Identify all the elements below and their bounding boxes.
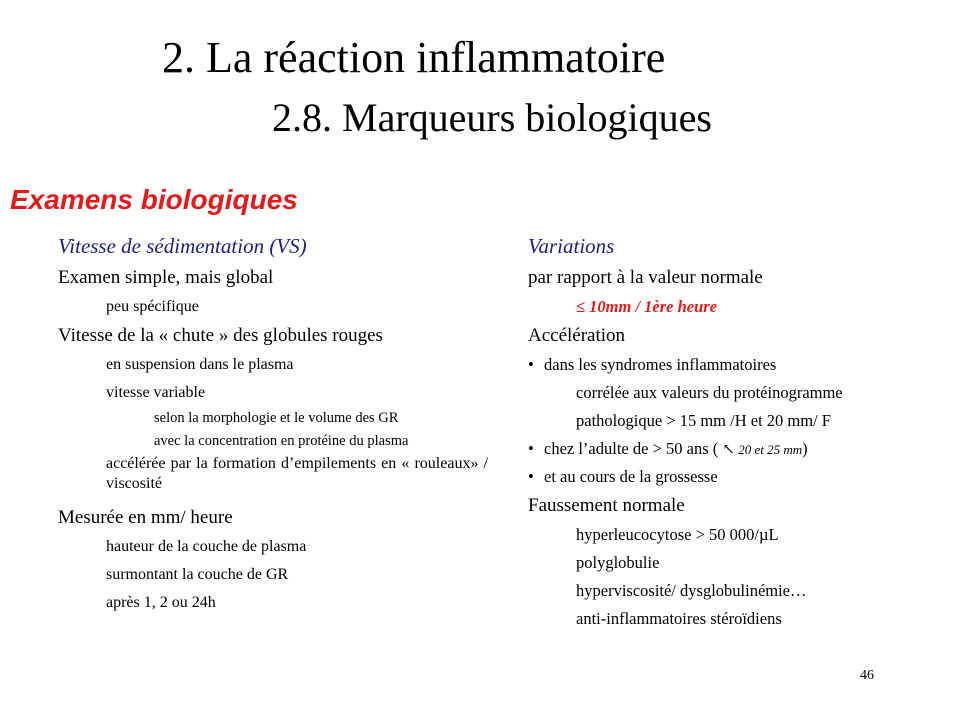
text-line: vitesse variable (106, 384, 206, 401)
text-line: par rapport à la valeur normale (528, 267, 763, 288)
slide-title: 2. La réaction inflammatoire (162, 33, 666, 82)
text-line: Faussement normale (528, 495, 685, 516)
bullet-dot: • (528, 439, 534, 458)
right-column (528, 232, 948, 634)
normal-value: ≤ 10mm / 1ère heure (576, 297, 718, 316)
text-line: Examen simple, mais global (58, 267, 274, 288)
bullet-text: dans les syndromes inflammatoires (544, 355, 777, 374)
arrow-up-left-icon: ↖ (722, 442, 735, 458)
closing-parenthesis: ) (802, 439, 808, 458)
text-line: selon la morphologie et le volume des GR (154, 410, 399, 426)
right-column-heading: Variations (528, 234, 615, 258)
text-line: en suspension dans le plasma (106, 356, 294, 373)
text-line: hyperviscosité/ dysglobulinémie… (576, 581, 807, 600)
text-line: anti-inflammatoires stéroïdiens (576, 609, 782, 628)
text-line: accélérée par la formation d’empilements en « rouleaux» / viscosité (106, 455, 488, 492)
text-line: Mesurée en mm/ heure (58, 507, 233, 528)
text-line: Accélération (528, 325, 626, 346)
bullet-item (528, 464, 948, 492)
bullet-item (528, 436, 948, 464)
text-line: après 1, 2 ou 24h (106, 594, 216, 611)
bullet-dot: • (528, 467, 534, 486)
text-line: polyglobulie (576, 553, 660, 572)
text-line: hyperleucocytose > 50 000/µL (576, 525, 779, 544)
page-number: 46 (860, 668, 874, 683)
text-line: hauteur de la couche de plasma (106, 538, 307, 555)
slide-subtitle: 2.8. Marqueurs biologiques (272, 95, 712, 140)
text-line: peu spécifique (106, 298, 199, 315)
bullet-dot: • (528, 355, 534, 374)
bullet-text: chez l’adulte de > 50 ans ( (544, 439, 719, 458)
left-column (58, 232, 488, 618)
section-heading: Examens biologiques (10, 184, 298, 215)
text-line: surmontant la couche de GR (106, 566, 289, 583)
bullet-text: et au cours de la grossesse (544, 467, 718, 486)
left-column-heading: Vitesse de sédimentation (VS) (58, 234, 307, 258)
text-line: corrélée aux valeurs du protéinogramme (576, 383, 843, 402)
age-threshold-values: 20 et 25 mm (734, 442, 803, 457)
text-line: Vitesse de la « chute » des globules rouges (58, 325, 383, 346)
text-line: avec la concentration en protéine du plasma (154, 433, 409, 449)
bullet-item (528, 352, 948, 380)
text-line: pathologique > 15 mm /H et 20 mm/ F (576, 411, 831, 430)
